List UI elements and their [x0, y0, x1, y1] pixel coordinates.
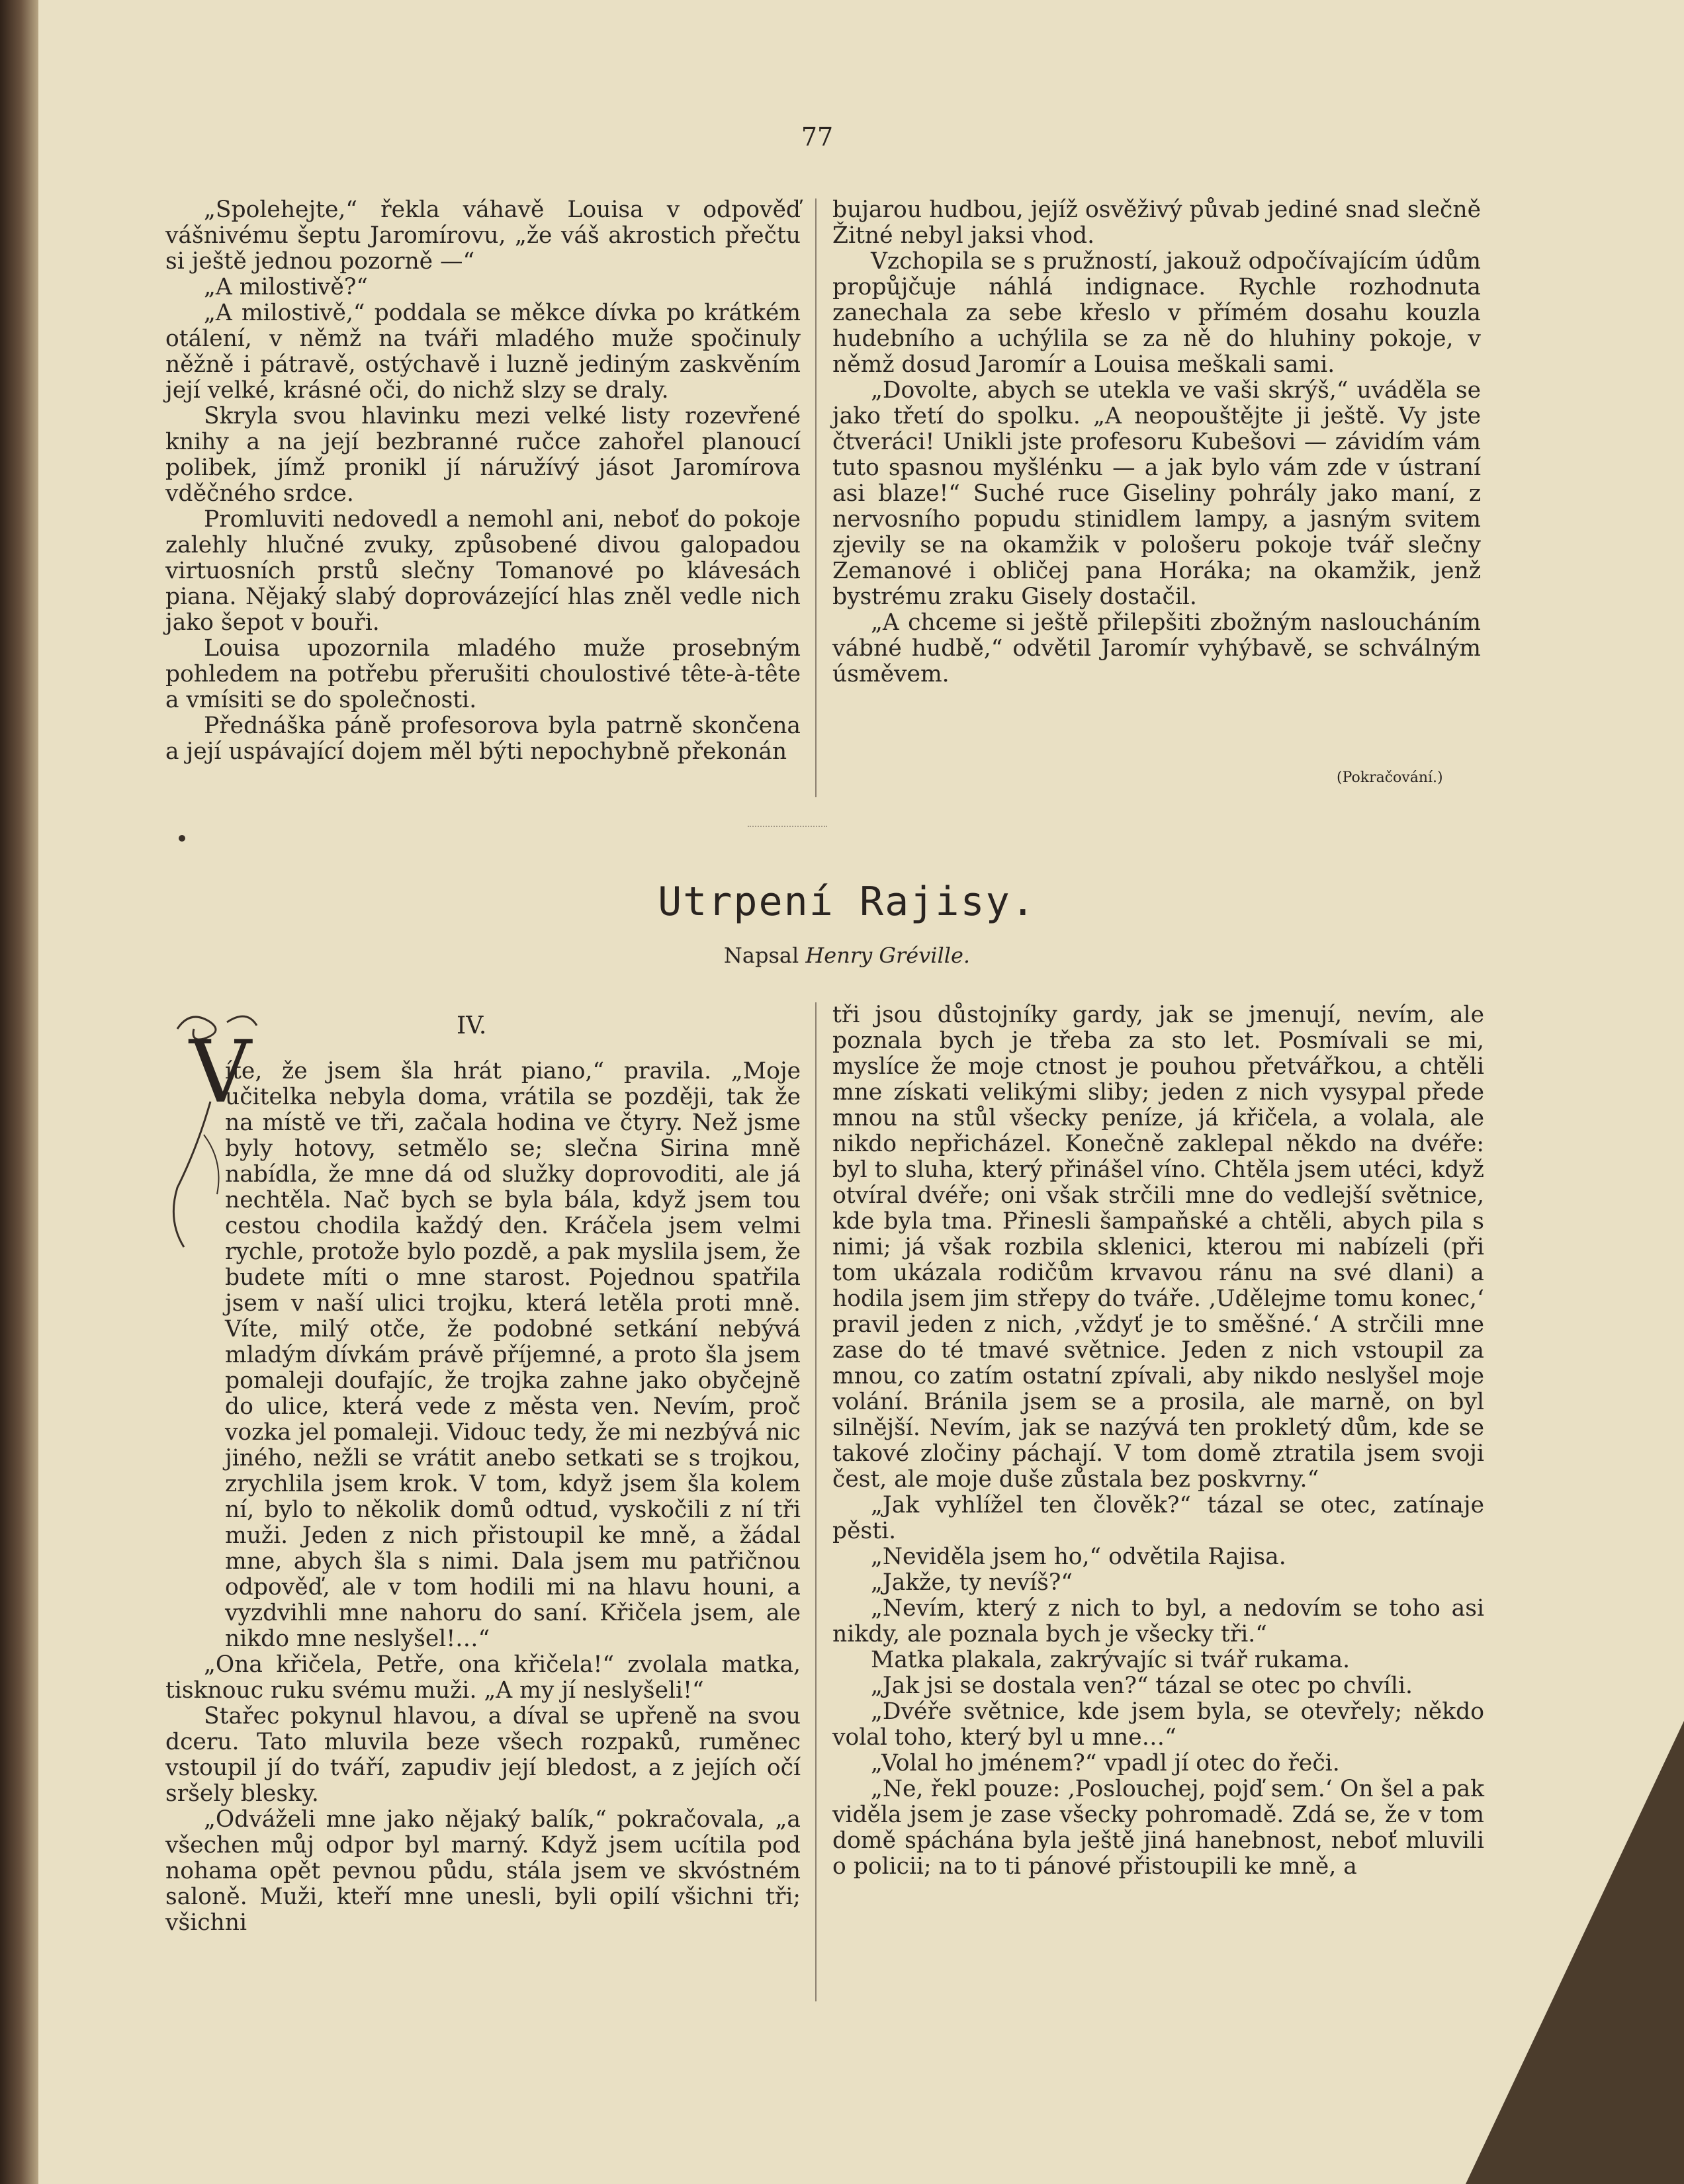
story-left-column — [165, 1059, 801, 1936]
column-divider — [815, 1002, 817, 2001]
serial-paragraph: „A milostivě?“ — [204, 274, 368, 300]
byline-prefix: Napsal — [723, 943, 799, 968]
serial-paragraph: „Spolehejte,“ řekla váhavě Louisa v odpověď vášnivému šeptu Jaromírovu, „že váš akrostich přečtu si ještě jednou pozorně —“ — [165, 197, 801, 275]
story-paragraph: „Jak jsi se dostala ven?“ tázal se otec po chvíli. — [871, 1673, 1413, 1699]
column-divider — [815, 198, 817, 797]
serial-paragraph: Louisa upozornila mladého muže prosebným pohledem na potřebu přerušiti choulostivé tête-à-tête a vmísiti se do společnosti. — [165, 635, 801, 713]
author-name: Henry Gréville. — [805, 943, 971, 968]
story-title: Utrpení Rajisy. — [658, 879, 1036, 925]
story-paragraph: „Dvéře světnice, kde jsem byla, se otevřely; někdo volal toho, který byl u mne…“ — [832, 1698, 1484, 1751]
story-paragraph: „Ona křičela, Petře, ona křičela!“ zvolala matka, tisknouc ruku svému muži. „A my jí neslyšeli!“ — [165, 1651, 801, 1704]
story-paragraph: „Jakže, ty nevíš?“ — [871, 1569, 1073, 1596]
serial-left-column — [165, 197, 801, 765]
drop-cap-letter: V — [189, 1022, 251, 1122]
serial-paragraph: „A milostivě,“ poddala se měkce dívka po krátkém otálení, v němž na tváři mladého muže spočinuly něžně i pátravě, ostýchavě i luzně jediným zaskvěním její velké, krásné oči, do nichž slzy se draly. — [165, 300, 801, 404]
section-separator — [748, 826, 827, 831]
story-paragraph: „Nevím, který z nich to byl, a nedovím se toho asi nikdy, ale poznala bych je všecky tři.“ — [832, 1595, 1484, 1647]
page-corner-shadow — [1466, 1721, 1684, 2184]
story-paragraph: íte, že jsem šla hrát piano,“ pravila. „Moje učitelka nebyla doma, vrátila se později, tak že na místě ve tři, začala hodina ve čtyry. Než jsme byly hotovy, setmělo se; slečna Sirina mně nabídla, že mne dá od služky doprovoditi, ale já nechtěla. Nač bych se byla bála, když jsem tou cestou chodila každý den. Kráčela jsem velmi rychle, protože bylo pozdě, a pak myslila jsem, že budete míti o mne starost. Pojednou spatřila jsem v naší ulici trojku, která letěla proti mně. Víte, milý otče, že podobné setkání nebývá mladým dívkám právě příjemné, a proto šla jsem pomaleji doufajíc, že trojka zahne jako obyčejně do ulice, která vede z města ven. Nevím, proč vozka jel pomaleji. Vidouc tedy, že mi nezbývá nic jiného, nežli se vrátit anebo setkati se s trojkou, zrychlila jsem krok. V tom, když jsem šla kolem ní, bylo to několik domů odtud, vyskočili z ní tři muži. Jeden z nich přistoupil ke mně, a žádal mne, abych šla s nimi. Dala jsem mu patřičnou odpověď, ale v tom hodili mi na hlavu houni, a vyzdvihli mne nahoru do saní. Křičela jsem, ale nikdo mne neslyšel!…“ — [225, 1058, 801, 1652]
serial-paragraph: Vzchopila se s pružností, jakouž odpočívajícím údům propůjčuje náhlá indignace. Rychle rozhodnuta zanechala za sebe křeslo v přímém dosahu kouzla hudebního a uchýlila se za ně do hluhiny pokoje, v němž dosud Jaromír a Louisa meškali sami. — [832, 248, 1481, 378]
serial-paragraph: Promluviti nedovedl a nemohl ani, neboť do pokoje zalehly hlučné zvuky, způsobené divou galopadou virtuosních prstů slečny Tomanové po klávesách piana. Nějaký slabý doprovázející hlas zněl vedle nich jako šepot v bouři. — [165, 506, 801, 636]
continued-note: (Pokračování.) — [1337, 769, 1443, 786]
chapter-number: IV. — [457, 1012, 487, 1039]
story-paragraph: „Jak vyhlížel ten člověk?“ tázal se otec, zatínaje pěsti. — [832, 1492, 1484, 1544]
story-paragraph: „Odváželi mne jako nějaký balík,“ pokračovala, „a všechen můj odpor byl marný. Když jsem ucítila pod nohama opět pevnou půdu, stála jsem ve skvóstném saloně. Muži, kteří mne unesli, byli opilí všichni tři; všichni — [165, 1806, 801, 1936]
serial-right-column — [832, 197, 1481, 687]
printer-mark — [179, 835, 185, 842]
byline — [596, 943, 1098, 968]
story-paragraph: tři jsou důstojníky gardy, jak se jmenují, nevím, ale poznala bych je třeba za sto let. Posmívali se mi, myslíce že moje ctnost je pouhou přetvářkou, a chtěli mne získati velikými sliby; jeden z nich vysypal přede mnou na stůl všecky peníze, já křičela, a volala, ale nikdo nepřicházel. Konečně zaklepal někdo na dvéře: byl to sluha, který přinášel víno. Chtěla jsem utéci, když otvíral dvéře; oni však strčili mne do vedlejší světnice, kde byla tma. Přinesli šampaňské a chtěli, abych pila s nimi; já však rozbila sklenici, kterou mi nabízeli (při tom ukázala rodičům krvavou ránu na své dlani) a hodila jsem jim střepy do tváře. ‚Udělejme tomu konec,‘ pravil jeden z nich, ‚vždyť je to směšné.‘ A strčili mne zase do té tmavé světnice. Jeden z nich vstoupil za mnou, co zatím ostatní zpívali, aby nikdo neslyšel moje volání. Bránila jsem se a prosila, ale marně, on byl silnější. Nevím, jak se nazývá ten prokletý dům, kde se takové zločiny páchají. V tom domě ztratila jsem svoji čest, ale moje duše zůstala bez poskvrny.“ — [832, 1002, 1484, 1493]
story-paragraph: Stařec pokynul hlavou, a díval se upřeně na svou dceru. Tato mluvila beze všech rozpaků, ruměnec vstoupil jí do tváří, zapudiv její bledost, a z jejích očí sršely blesky. — [165, 1703, 801, 1807]
book-spine — [0, 0, 38, 2184]
serial-paragraph: bujarou hudbou, jejíž osvěživý půvab jediné snad slečně Žitné nebyl jaksi vhod. — [832, 197, 1481, 249]
page-number: 77 — [801, 122, 834, 152]
story-paragraph: „Ne, řekl pouze: ‚Poslouchej, pojď sem.‘ On šel a pak viděla jsem je zase všecky pohromadě. Zdá se, že v tom domě spáchána byla ještě jiná hanebnost, neboť mluvili o policii; na to ti pánové přistoupili ke mně, a — [832, 1776, 1484, 1880]
serial-paragraph: Skryla svou hlavinku mezi velké listy rozevřené knihy a na její bezbranné ručce zahořel planoucí polibek, jímž pronikl jí náružívý jásot Jaromírova vděčného srdce. — [165, 403, 801, 507]
story-right-column — [832, 1002, 1484, 1880]
story-paragraph: Matka plakala, zakrývajíc si tvář rukama. — [871, 1647, 1351, 1673]
serial-paragraph: „Dovolte, abych se utekla ve vaši skrýš,“ uváděla se jako třetí do spolku. „A neopouštějte ji ještě. Vy jste čtveráci! Unikli jste profesoru Kubešovi — závidím vám tuto spasnou myšlénku — a jak bylo vám zde v ústraní asi blaze!“ Suché ruce Giseliny pohrály jako maní, z nervosního popudu stinidlem lampy, a jasným svitem zjevily se na okamžik v pološeru pokoje tvář slečny Zemanové i obličej pana Horáka; na okamžik, jenž bystrému zraku Gisely dostačil. — [832, 377, 1481, 610]
story-paragraph: „Neviděla jsem ho,“ odvětila Rajisa. — [871, 1544, 1286, 1570]
story-paragraph: „Volal ho jménem?“ vpadl jí otec do řeči. — [871, 1750, 1340, 1776]
serial-paragraph: „A chceme si ještě přilepšiti zbožným nasloucháním vábné hudbě,“ odvětil Jaromír vyhýbavě, se schválným úsměvem. — [832, 609, 1481, 687]
serial-paragraph: Přednáška páně profesorova byla patrně skončena a její uspávající dojem měl býti nepochybně překonán — [165, 713, 801, 765]
